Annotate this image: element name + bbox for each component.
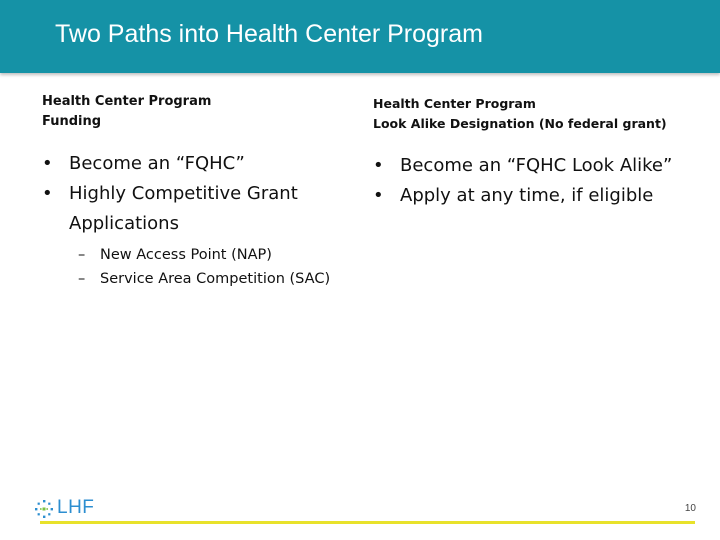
list-item xyxy=(42,179,342,239)
subbullet-text: Service Area Competition (SAC) xyxy=(100,271,331,287)
page-number: 10 xyxy=(684,503,696,514)
left-column xyxy=(42,92,342,291)
list-item xyxy=(42,243,342,267)
bullet-mark: • xyxy=(42,153,53,174)
bullet-mark: • xyxy=(42,183,53,204)
list-item xyxy=(373,181,713,211)
title-bar xyxy=(0,0,720,73)
dash-mark: – xyxy=(78,247,86,263)
lhf-star-icon xyxy=(34,499,54,519)
left-bullet-list xyxy=(42,149,342,239)
right-column-heading xyxy=(373,92,713,140)
bullet-text: Highly Competitive Grant Applications xyxy=(69,183,298,234)
right-column xyxy=(373,92,713,211)
bullet-text: Become an “FQHC Look Alike” xyxy=(400,155,673,176)
left-column-heading xyxy=(42,92,342,138)
slide-title: Two Paths into Health Center Program xyxy=(55,20,483,48)
bullet-mark: • xyxy=(373,185,384,206)
left-heading-line-1: Health Center Program xyxy=(42,94,212,109)
list-item xyxy=(373,151,713,181)
list-item xyxy=(42,149,342,179)
bullet-text: Become an “FQHC” xyxy=(69,153,245,174)
right-heading-line-2: Look Alike Designation (No federal grant) xyxy=(373,116,667,131)
bullet-text: Apply at any time, if eligible xyxy=(400,185,654,206)
bullet-mark: • xyxy=(373,155,384,176)
right-bullet-list xyxy=(373,151,713,211)
right-heading-line-1: Health Center Program xyxy=(373,96,536,111)
left-subbullet-list xyxy=(42,243,342,291)
left-heading-line-2: Funding xyxy=(42,114,102,129)
subbullet-text: New Access Point (NAP) xyxy=(100,247,272,263)
logo-text: LHF xyxy=(57,497,95,518)
dash-mark: – xyxy=(78,271,86,287)
list-item xyxy=(42,267,342,291)
footer-accent-line xyxy=(40,521,695,524)
